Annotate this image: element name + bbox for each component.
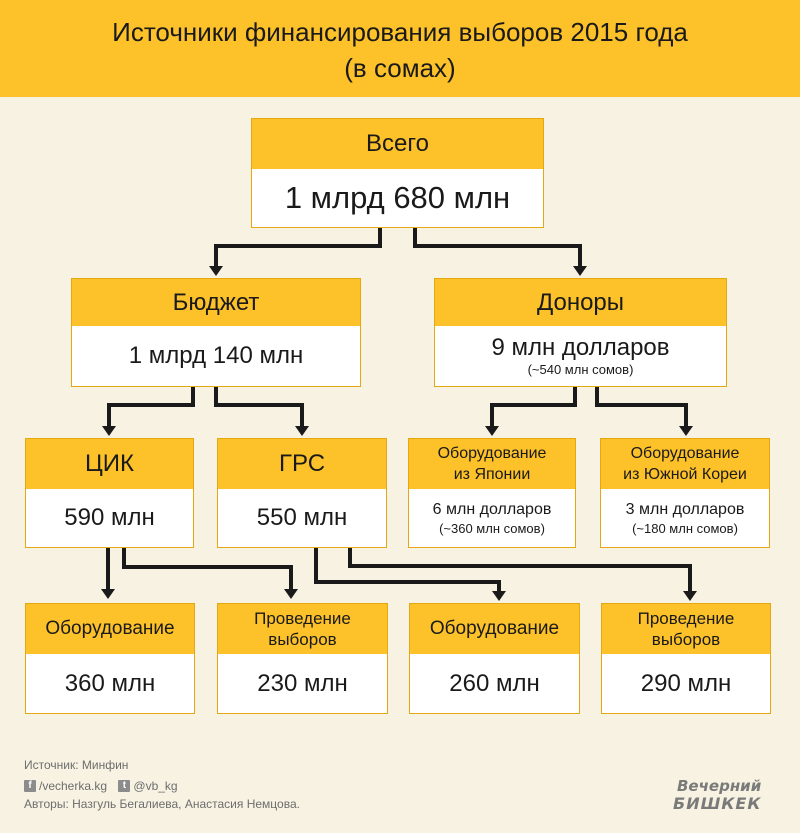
arrowhead-budget [209,266,223,276]
grs-elections-label-line2: выборов [651,630,721,649]
budget-header [72,279,360,326]
grs-elections-label-line1: Проведение [637,609,735,628]
cik-equipment-value: 360 млн [64,669,156,697]
cik-value: 590 млн [64,504,155,531]
footer-source: Источник: Минфин [24,758,129,772]
japan-value: 6 млн долларов [432,500,552,518]
cik-elections-box [217,603,388,714]
logo-line1: Вечерний [677,777,762,795]
grs-elections-value: 290 млн [640,669,732,697]
total-box [251,118,544,228]
japan-note: (~360 млн сомов) [439,520,545,536]
facebook-link[interactable] [24,779,107,793]
donors-body [435,326,726,386]
korea-value: 3 млн долларов [625,500,745,518]
japan-body [409,489,575,547]
chart-title: Источники финансирования выборов 2015 года [112,17,688,47]
japan-label-line2: из Японии [453,466,531,483]
arrowhead-donors [573,266,587,276]
cik-equipment-box [25,603,195,714]
grs-equipment-label: Оборудование [429,618,560,639]
budget-label: Бюджет [172,288,260,316]
grs-elections-box [601,603,771,714]
twitter-icon: t [118,780,130,792]
connector-donors-korea [597,387,686,428]
connector-grs-elections [350,548,690,592]
connector-total-donors [415,228,580,268]
connector-donors-japan [492,387,575,428]
grs-value: 550 млн [256,504,348,531]
footer-authors: Авторы: Назгуль Бегалиева, Анастасия Немцова. [24,797,300,811]
cik-equipment-label: Оборудование [45,618,175,639]
japan-box [408,438,576,548]
donors-header [435,279,726,326]
cik-elections-body [218,654,387,713]
facebook-handle: /vecherka.kg [39,779,108,793]
chart-subtitle: (в сомах) [344,53,456,83]
korea-note: (~180 млн сомов) [632,520,738,536]
grs-equipment-header [410,604,579,654]
logo-line2: БИШКЕК [673,794,762,813]
connector-grs-equipment [316,548,499,592]
connector-total-budget [216,228,380,268]
twitter-link[interactable] [118,779,177,793]
budget-value: 1 млрд 140 млн [128,342,304,369]
donors-note: (~540 млн сомов) [527,362,634,377]
total-value: 1 млрд 680 млн [284,180,511,215]
korea-label-line2: из Южной Кореи [623,466,747,483]
donors-label: Доноры [536,288,625,316]
arrowhead-cik [102,426,116,436]
korea-label-line1: Оборудование [630,445,740,462]
grs-body [218,489,386,547]
total-body [252,169,543,227]
grs-equipment-value: 260 млн [449,669,540,697]
arrowhead-japan [485,426,499,436]
japan-header [409,439,575,489]
grs-box [217,438,387,548]
arrowhead-grs-elections [683,591,697,601]
arrowhead-grs-equipment [492,591,506,601]
cik-elections-value: 230 млн [257,669,348,697]
budget-box [71,278,361,387]
donors-box [434,278,727,387]
cik-equipment-body [26,654,194,713]
korea-header [601,439,769,489]
total-header [252,119,543,169]
connector-budget-cik [109,387,193,428]
cik-elections-label-line2: выборов [268,630,337,649]
cik-header [26,439,193,489]
arrowhead-korea [679,426,693,436]
korea-box [600,438,770,548]
cik-equipment-header [26,604,194,654]
budget-body [72,326,360,386]
grs-elections-header [602,604,770,654]
arrowhead-cik-elections [284,589,298,599]
korea-body [601,489,769,547]
twitter-handle: @vb_kg [133,779,178,793]
grs-elections-body [602,654,770,713]
grs-header [218,439,386,489]
grs-equipment-box [409,603,580,714]
japan-label-line1: Оборудование [437,445,547,462]
facebook-icon: f [24,780,36,792]
footer-social [24,777,178,793]
cik-elections-label-line1: Проведение [254,609,351,628]
cik-box [25,438,194,548]
arrowhead-grs [295,426,309,436]
arrowhead-cik-equipment [101,589,115,599]
connector-cik-elections [124,548,291,590]
newspaper-logo [673,778,783,812]
cik-elections-header [218,604,387,654]
cik-body [26,489,193,547]
grs-label: ГРС [278,450,326,477]
grs-equipment-body [410,654,579,713]
total-label: Всего [366,130,429,157]
cik-label: ЦИК [85,450,134,477]
connector-budget-grs [216,387,302,428]
donors-value: 9 млн долларов [491,334,670,361]
